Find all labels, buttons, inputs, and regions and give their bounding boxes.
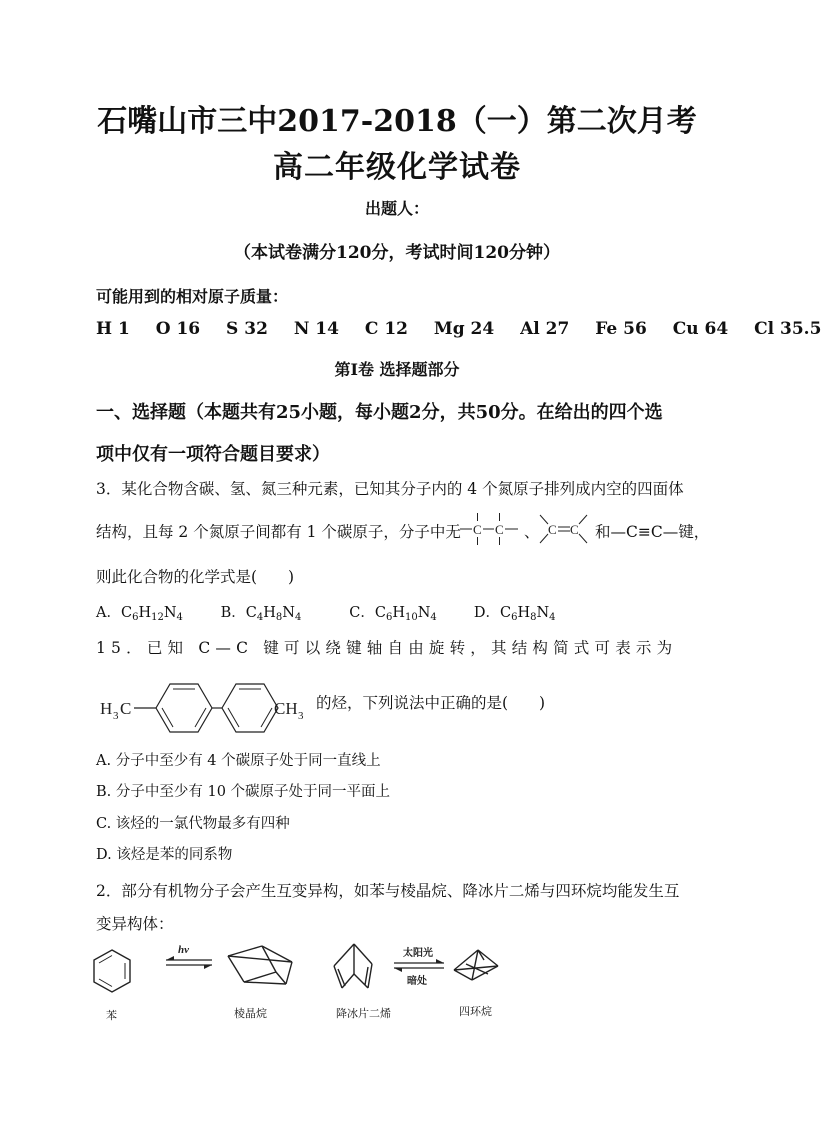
norbornadiene-structure	[334, 944, 372, 988]
mass-item: S 32	[226, 319, 268, 339]
sunlight-label: 太阳光	[403, 948, 433, 959]
q3-options	[96, 601, 556, 623]
mass-item: N 14	[293, 319, 339, 339]
q3-line-2a: 结构，且每 2 个氮原子间都有 1 个碳原子，分子中无	[96, 523, 461, 541]
svg-text:C: C	[570, 522, 579, 537]
ch3-label: CH	[274, 699, 298, 718]
h3c-label: H	[100, 699, 113, 718]
q15-option-a[interactable]: A. 分子中至少有 4 个碳原子处于同一直线上	[96, 753, 381, 769]
mass-item: Mg 24	[433, 319, 495, 339]
q3-separator: 、	[524, 523, 540, 541]
ch3-sub: 3	[298, 710, 304, 722]
mass-item: C 12	[364, 319, 408, 339]
q3-option-d[interactable]: D．$C_6H_8N_4$	[473, 605, 556, 623]
author-label: 出题人：	[364, 199, 429, 218]
atomic-masses-list	[96, 319, 821, 339]
h3c-sub: 3	[113, 710, 119, 722]
prismane-structure	[228, 946, 292, 984]
mass-item: Cl 35.5	[754, 319, 821, 339]
section-title: 第Ⅰ卷 选择题部分	[334, 360, 460, 379]
caption-quadricyclane: 四环烷	[459, 1005, 492, 1018]
cc-double-bond-structure	[538, 509, 590, 549]
q3-option-b[interactable]: B．$C_4H_8N_4$	[220, 605, 302, 623]
caption-norbornadiene: 降冰片二烯	[336, 1007, 391, 1020]
mass-item: Al 27	[520, 319, 570, 339]
h3c-c-label: C	[120, 699, 132, 718]
exam-title: 石嘴山市三中2017-2018（一）第二次月考	[97, 104, 697, 139]
exam-info: （本试卷满分120分，考试时间120分钟）	[234, 243, 560, 263]
q3-line-1: 3．某化合物含碳、氢、氮三种元素，已知其分子内的 4 个氮原子排列成内空的四面体	[96, 480, 684, 498]
cc-single-bond-structure	[458, 509, 522, 549]
instruction-line-2: 项中仅有一项符合题目要求）	[96, 444, 330, 465]
isomerization-scheme	[86, 936, 516, 1028]
atomic-masses-label: 可能用到的相对原子质量：	[96, 287, 289, 306]
q2-line-2: 变异构体：	[96, 915, 174, 933]
mass-item: H 1	[96, 319, 130, 339]
q15-line-2: 的烃，下列说法中正确的是( )	[316, 694, 546, 712]
mass-item: Fe 56	[595, 319, 647, 339]
ch3-group	[274, 664, 318, 742]
dark-label: 暗处	[407, 976, 427, 987]
svg-text:C: C	[473, 522, 482, 537]
exam-subtitle: 高二年级化学试卷	[273, 150, 521, 185]
mass-item: Cu 64	[672, 319, 729, 339]
q15-option-c[interactable]: C. 该烃的一氯代物最多有四种	[96, 816, 290, 832]
hv-label: hv	[178, 944, 189, 956]
mass-item: O 16	[155, 319, 201, 339]
svg-text:C: C	[548, 522, 557, 537]
q15-line-1: 15．已知 C—C 键可以绕键轴自由旋转，其结构简式可表示为	[96, 639, 678, 657]
q3-line-2c: 和—C≡C—键，	[595, 523, 710, 541]
q3-option-a[interactable]: A．$C_6H_{12}N_4$	[96, 605, 183, 623]
svg-text:C: C	[495, 522, 504, 537]
q3-option-c[interactable]: C．$C_6H_{10}N_4$	[349, 605, 437, 623]
q15-option-b[interactable]: B. 分子中至少有 10 个碳原子处于同一平面上	[96, 784, 391, 800]
quadricyclane-structure	[454, 950, 498, 980]
q2-line-1: 2．部分有机物分子会产生互变异构，如苯与棱晶烷、降冰片二烯与四环烷均能发生互	[96, 882, 680, 900]
instruction-line-1: 一、选择题（本题共有25小题，每小题2分，共50分。在给出的四个选	[96, 402, 663, 423]
q3-line-3: 则此化合物的化学式是( )	[96, 568, 295, 586]
caption-benzene: 苯	[106, 1009, 117, 1022]
caption-prismane: 棱晶烷	[234, 1007, 267, 1020]
q15-option-d[interactable]: D. 该烃是苯的同系物	[96, 847, 233, 863]
